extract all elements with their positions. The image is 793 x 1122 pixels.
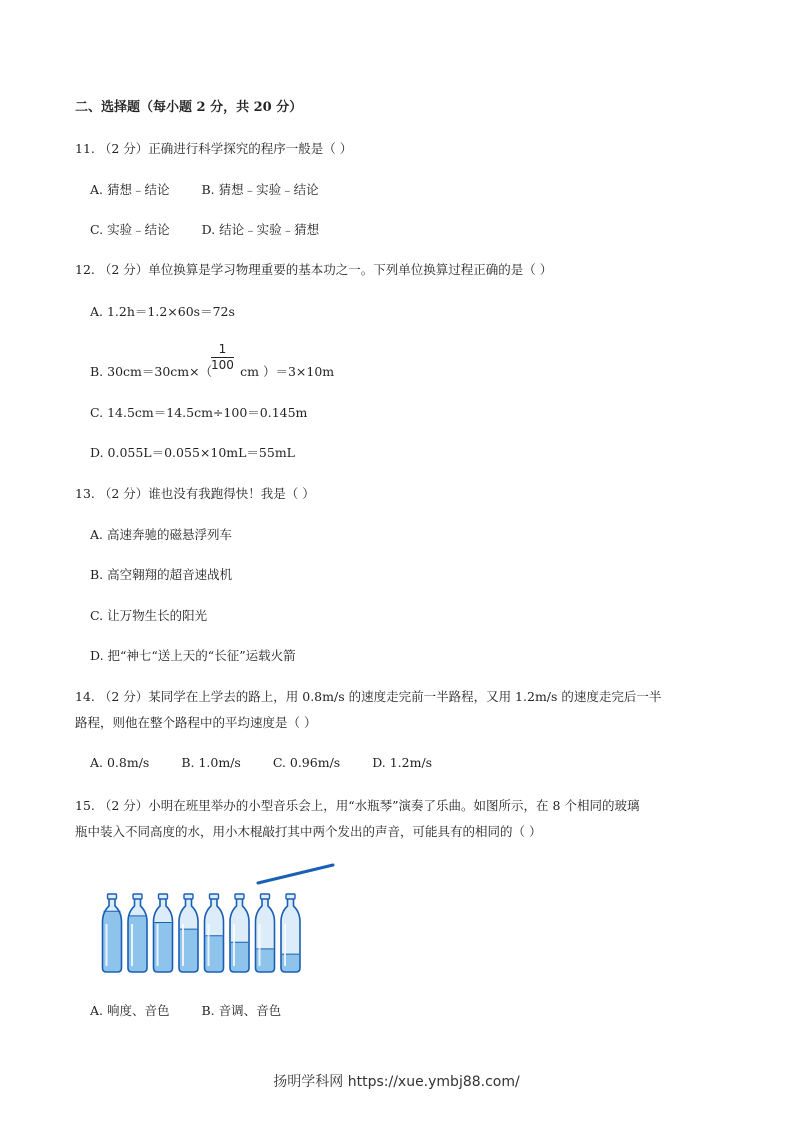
question-15-options: [90, 1001, 309, 1019]
bottle: [101, 894, 124, 974]
option-12c: C. 14.5cm＝14.5cm÷100＝0.145m: [90, 405, 308, 420]
water-level: [177, 929, 200, 974]
question-12-stem: 12. （2 分）单位换算是学习物理重要的基本功之一。下列单位换算过程正确的是（ ）: [75, 262, 553, 277]
option-11a: A. 猜想﹣结论: [90, 182, 170, 197]
option-13c: C. 让万物生长的阳光: [90, 608, 208, 623]
bottle-lip: [235, 894, 244, 899]
option-12b-prefix: B. 30cm＝30cm×（: [90, 364, 213, 379]
water-level: [101, 911, 124, 974]
bottle-lip: [286, 894, 295, 899]
bottle: [254, 894, 277, 974]
bottle-lip: [261, 894, 270, 899]
question-15-stem-line1: 15. （2 分）小明在班里举办的小型音乐会上，用“水瓶琴”演奏了乐曲。如图所示，在 8 个相同的玻璃: [75, 798, 640, 813]
option-14a: A. 0.8m/s: [90, 755, 150, 770]
question-14-stem-line1: 14. （2 分）某同学在上学去的路上，用 0.8m/s 的速度走完前一半路程，又用 1.2m/s 的速度走完后一半: [75, 689, 662, 704]
bottle: [126, 894, 149, 974]
option-15a: A. 响度、音色: [90, 1003, 170, 1018]
bottle: [177, 894, 200, 974]
bottle-lip: [210, 894, 219, 899]
bottle-lip: [133, 894, 142, 899]
question-13-stem: 13. （2 分）谁也没有我跑得快！我是（ ）: [75, 486, 315, 501]
option-11b: B. 猜想﹣实验﹣结论: [201, 182, 319, 197]
option-11d: D. 结论﹣实验﹣猜想: [201, 222, 320, 237]
water-level: [203, 936, 226, 974]
bottle: [203, 894, 226, 974]
section-title: 二、选择题（每小题 2 分，共 20 分）: [75, 100, 303, 115]
option-13a: A. 高速奔驰的磁悬浮列车: [90, 527, 232, 542]
option-12d: D. 0.055L＝0.055×10mL＝55mL: [90, 445, 295, 460]
question-11-options-row1: [90, 180, 347, 198]
question-11-stem: 11. （2 分）正确进行科学探究的程序一般是（ ）: [75, 141, 353, 156]
fraction-denominator: 100: [211, 358, 234, 372]
question-14-stem-line2: 路程，则他在整个路程中的平均速度是（ ）: [75, 715, 317, 730]
fraction-numerator: 1: [211, 342, 234, 358]
footer-watermark: 扬明学科网 https://xue.ymbj88.com/: [273, 1074, 520, 1090]
option-14c: C. 0.96m/s: [272, 755, 341, 770]
question-15-stem-line2: 瓶中装入不同高度的水，用小木棍敲打其中两个发出的声音，可能具有的相同的（ ）: [75, 824, 542, 839]
option-12b-suffix: cm ）＝3×10m: [240, 364, 335, 379]
question-14-options: [90, 755, 460, 770]
option-11c: C. 实验﹣结论: [90, 222, 170, 237]
bottle: [228, 894, 251, 974]
bottle-lip: [184, 894, 193, 899]
bottle: [279, 894, 302, 974]
option-13b: B. 高空翱翔的超音速战机: [90, 567, 233, 582]
water-bottles-figure: [98, 860, 348, 978]
wooden-stick: [258, 865, 333, 883]
question-11-options-row2: [90, 220, 347, 238]
bottle-lip: [159, 894, 168, 899]
bottle-lip: [108, 894, 117, 899]
option-14d: D. 1.2m/s: [372, 755, 433, 770]
water-level: [228, 942, 251, 974]
option-14b: B. 1.0m/s: [181, 755, 241, 770]
water-level: [152, 923, 175, 975]
fraction: [211, 342, 234, 373]
water-level: [126, 916, 149, 974]
option-12a: A. 1.2h＝1.2×60s＝72s: [90, 304, 235, 319]
option-13d: D. 把“神七“送上天的“长征”运载火箭: [90, 648, 296, 663]
option-15b: B. 音调、音色: [201, 1003, 282, 1018]
bottle: [152, 894, 175, 974]
